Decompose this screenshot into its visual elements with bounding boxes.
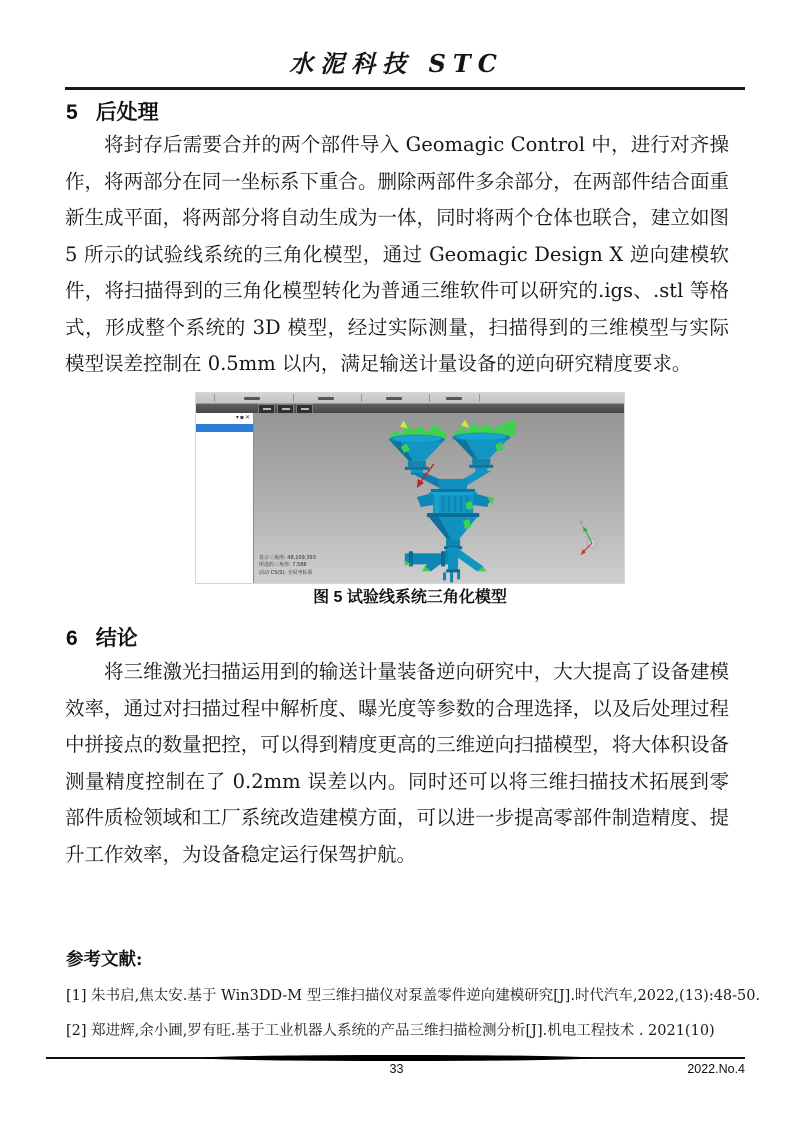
toolbar-divider: [293, 394, 294, 402]
svg-text:Y: Y: [579, 521, 583, 528]
menu-item-blob: [244, 397, 260, 400]
footer-rule-bulge: [202, 1055, 592, 1061]
central-vessel: [417, 489, 494, 539]
figure-menu-toolbar: [196, 393, 624, 404]
reference-item: [1] 朱书启,焦太安.基于 Win3DD-M 型三维扫描仪对泵盖零件逆向建模研究[J].时代汽车,2022,(13):48-50.: [66, 988, 761, 1004]
viewport-tab: [296, 404, 313, 413]
toolbar-divider: [361, 394, 362, 402]
lower-piping: [405, 539, 486, 582]
duct-junction: [439, 479, 467, 489]
menu-item-blob: [318, 397, 334, 400]
section-heading-5: [66, 96, 159, 126]
tab-label-blob: [263, 408, 271, 410]
tab-label-blob: [301, 408, 309, 410]
pin-icon: ▪: [239, 414, 245, 421]
viewport-tab: [277, 404, 294, 413]
toolbar-divider: [429, 394, 430, 402]
paragraph-conclusion: 将三维激光扫描运用到的输送计量装备逆向研究中，大大提高了设备建模效率，通过对扫描过程中解析度、曝光度等参数的合理选择，以及后处理过程中拼接点的数量把控，可以得到精度更高的三维逆向扫描模型，将大体积设备测量精度控制在了 0.2mm 误差以内。同时还可以将三维扫描技术拓展到零部件质检领域和工厂系统改造建模方面，可以进一步提高零部件制造精度、提升工作效率，为设备稳定运行保驾护航。: [65, 660, 729, 866]
section-heading-6: [66, 622, 138, 652]
section-title: 结论: [95, 627, 138, 650]
footer-issue-label: 2022.No.4: [687, 1062, 745, 1076]
reference-item: [2] 郑进辉,余小圃,罗有旺.基于工业机器人系统的产品三维扫描检测分析[J].机电工程技术 . 2021(10): [66, 1023, 715, 1039]
figure-tab-bar: [196, 404, 624, 413]
journal-title: 水泥科技 STC: [289, 49, 504, 78]
tab-label-blob: [282, 408, 290, 410]
section-title: 后处理: [95, 101, 159, 124]
status-line-coordsys: 活动 CS(S): 全局坐标系: [259, 569, 313, 576]
viewport-tab: [258, 404, 275, 413]
menu-item-blob: [446, 397, 462, 400]
axis-gizmo-icon: [579, 521, 597, 555]
figure-3d-viewport: [254, 413, 624, 583]
viewport-status-readout: [259, 555, 316, 578]
header-rule: [65, 87, 745, 90]
status-line-selected: 所选的三角形: 7,588: [259, 562, 307, 568]
menu-item-blob: [386, 397, 402, 400]
close-icon: ✕: [244, 414, 251, 421]
figure-caption: 图 5 试验线系统三角化模型: [313, 589, 507, 606]
paragraph-post-processing: 将封存后需要合并的两个部件导入 Geomagic Control 中，进行对齐操作，将两部分在同一坐标系下重合。删除两部件多余部分，在两部件结合面重新生成平面，将两部分将自动生成为一体，同时将两个仓体也联合，建立如图 5 所示的试验线系统的三角化模型，通过 Geomagic Design X 逆向建模软件，将扫描得到的三角化模型转化为普通三维软件可以研究的.igs、.stl 等格式，形成整个系统的 3D 模型，经过实际测量，扫描得到的三维模型与实际模型误差控制在 0.5mm 以内，满足输送计量设备的逆向研究精度要求。: [65, 133, 729, 375]
references-title: 参考文献:: [66, 950, 143, 970]
figure-software-screenshot: [196, 393, 624, 583]
status-line-triangles: 显示三角形: 48,109,393: [259, 554, 316, 561]
footer-page-number: 33: [389, 1062, 404, 1076]
figure-side-panel: [196, 413, 254, 583]
panel-selected-row: [196, 424, 253, 432]
right-hopper: [452, 420, 516, 473]
dropdown-arrow-icon: ▾: [235, 414, 240, 421]
toolbar-divider: [214, 394, 215, 402]
left-hopper: [389, 421, 447, 475]
section-number: 6: [66, 627, 78, 650]
toolbar-divider: [479, 394, 480, 402]
panel-toolbar: [196, 413, 253, 422]
section-number: 5: [66, 101, 78, 124]
